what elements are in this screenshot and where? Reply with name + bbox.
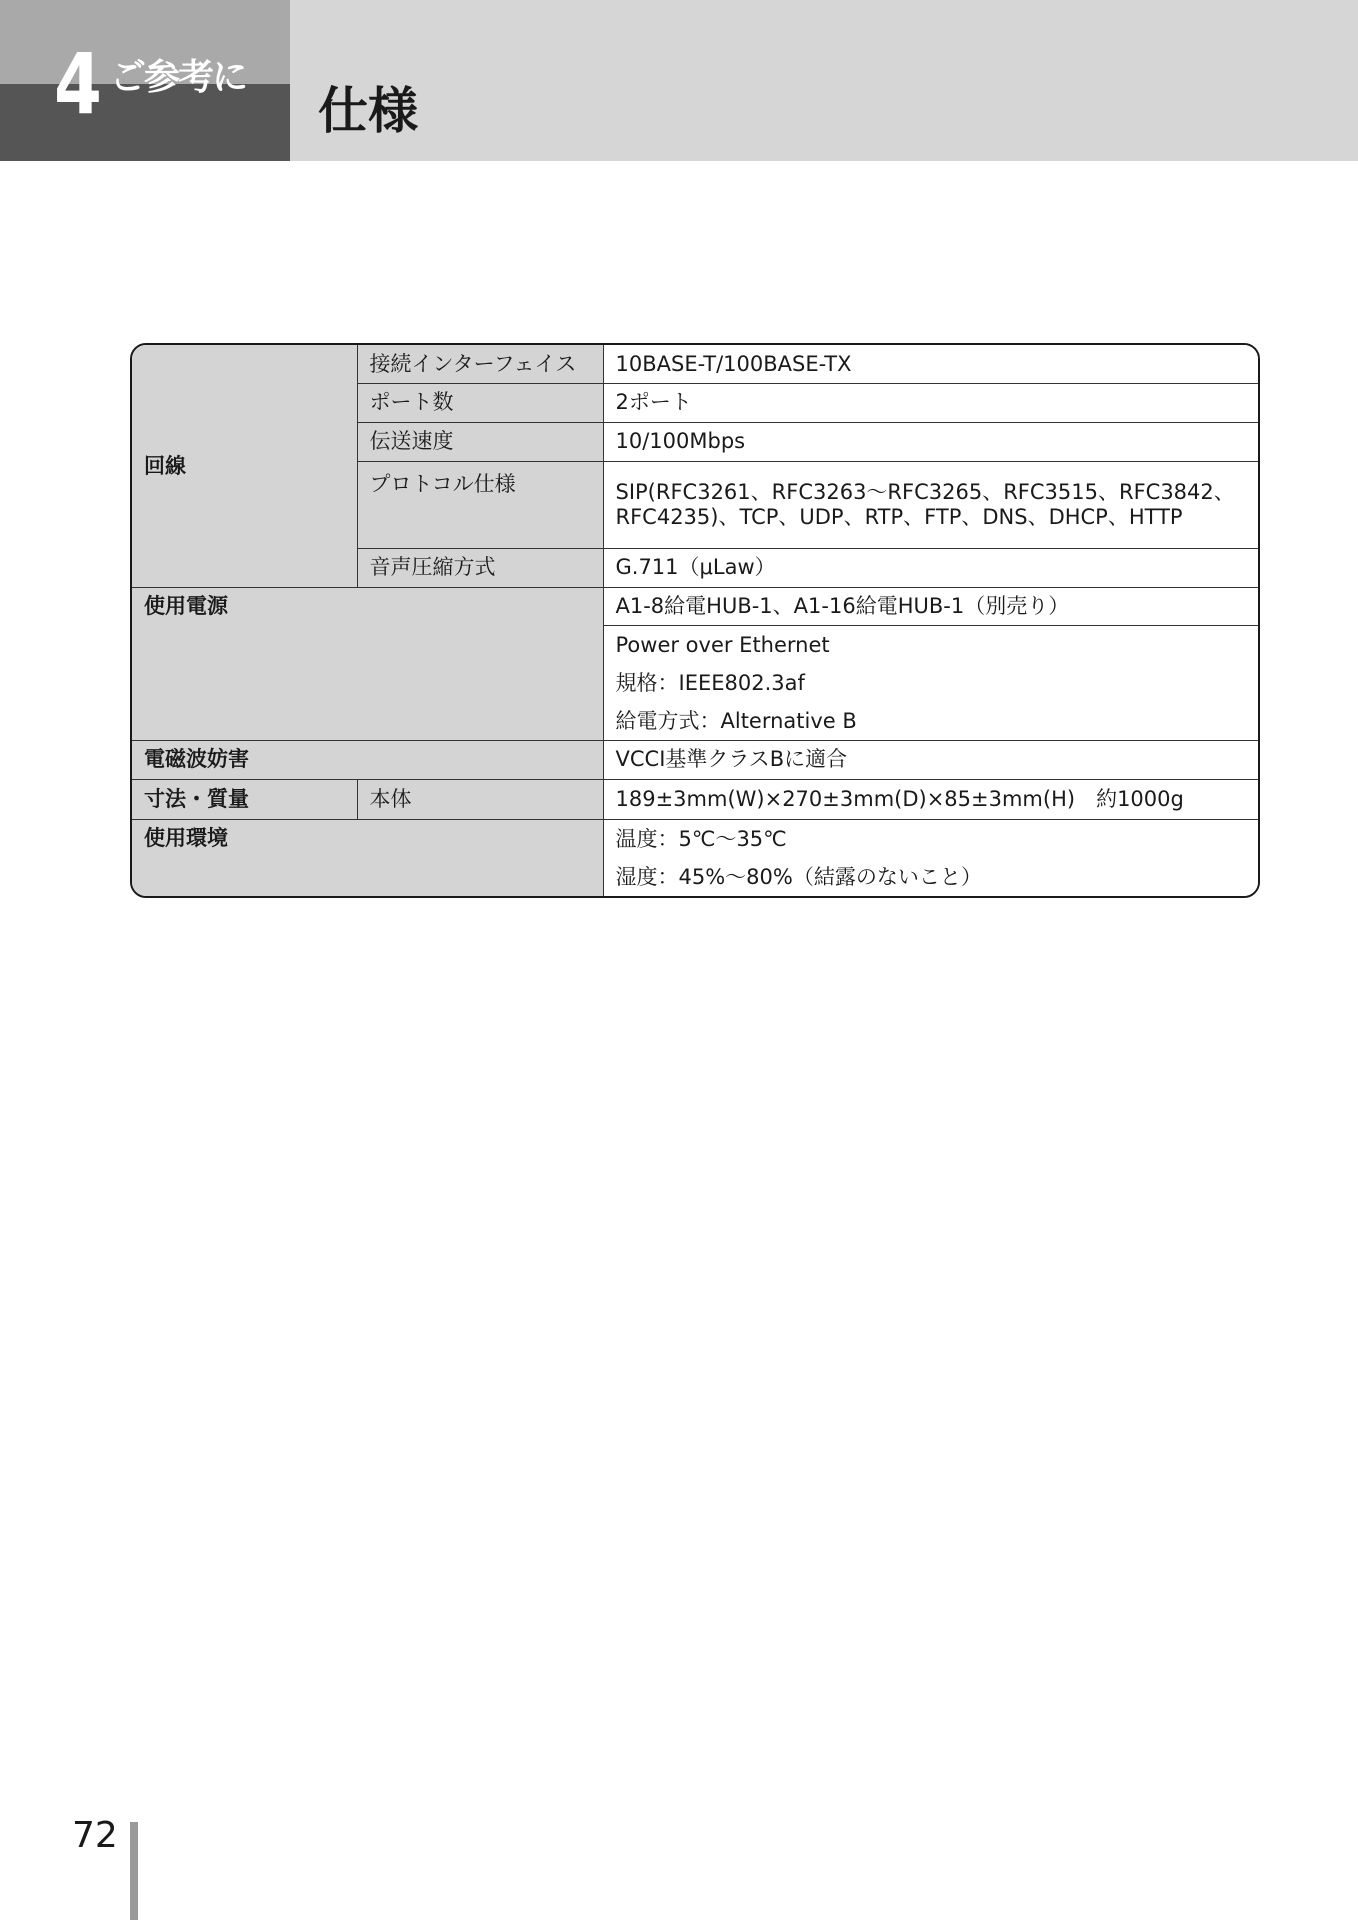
category-environment: 使用環境 [132, 819, 603, 896]
value-emi: VCCI基準クラスBに適合 [603, 740, 1258, 779]
table-row [132, 587, 1258, 625]
chapter-label: ご参考に [110, 57, 247, 98]
label-size-body: 本体 [357, 779, 603, 819]
value-protocol [603, 461, 1258, 548]
spec-table [130, 343, 1260, 898]
chapter-number: 4 [54, 35, 102, 133]
category-power: 使用電源 [132, 587, 603, 740]
value-power-3: 規格：IEEE802.3af [615, 670, 805, 695]
label-ports: ポート数 [357, 383, 603, 422]
value-ports: 2ポート [603, 383, 1258, 422]
category-line: 回線 [132, 345, 357, 587]
value-power-1: A1-8給電HUB-1、A1-16給電HUB-1（別売り） [603, 587, 1258, 625]
value-interface: 10BASE-T/100BASE-TX [603, 345, 1258, 383]
value-environment-1: 温度：5℃～35℃ [615, 826, 787, 851]
value-power-group [603, 625, 1258, 740]
chapter-tab [0, 0, 290, 161]
value-power-4: 給電方式：Alternative B [615, 708, 857, 733]
category-emi: 電磁波妨害 [132, 740, 603, 779]
category-size: 寸法・質量 [132, 779, 357, 819]
label-codec: 音声圧縮方式 [357, 548, 603, 587]
value-power-2: Power over Ethernet [615, 632, 830, 657]
table-row [132, 779, 1258, 819]
value-environment-group [603, 819, 1258, 896]
table-row [132, 819, 1258, 896]
page-title: 仕様 [318, 82, 418, 140]
label-speed: 伝送速度 [357, 422, 603, 461]
page-number-bar [130, 1822, 138, 1920]
value-speed: 10/100Mbps [603, 422, 1258, 461]
label-protocol: プロトコル仕様 [357, 461, 603, 548]
table-row [132, 740, 1258, 779]
page-number: 72 [72, 1815, 118, 1856]
value-environment-2: 湿度：45%～80%（結露のないこと） [615, 864, 982, 889]
value-size: 189±3mm(W)×270±3mm(D)×85±3mm(H) 約1000g [603, 779, 1258, 819]
value-codec: G.711（μLaw） [603, 548, 1258, 587]
label-interface: 接続インターフェイス [357, 345, 603, 383]
table-row [132, 345, 1258, 383]
value-protocol-line-2: RFC4235)、TCP、UDP、RTP、FTP、DNS、DHCP、HTTP [615, 504, 1183, 529]
value-protocol-line-1: SIP(RFC3261、RFC3263～RFC3265、RFC3515、RFC3842、 [615, 480, 1235, 505]
